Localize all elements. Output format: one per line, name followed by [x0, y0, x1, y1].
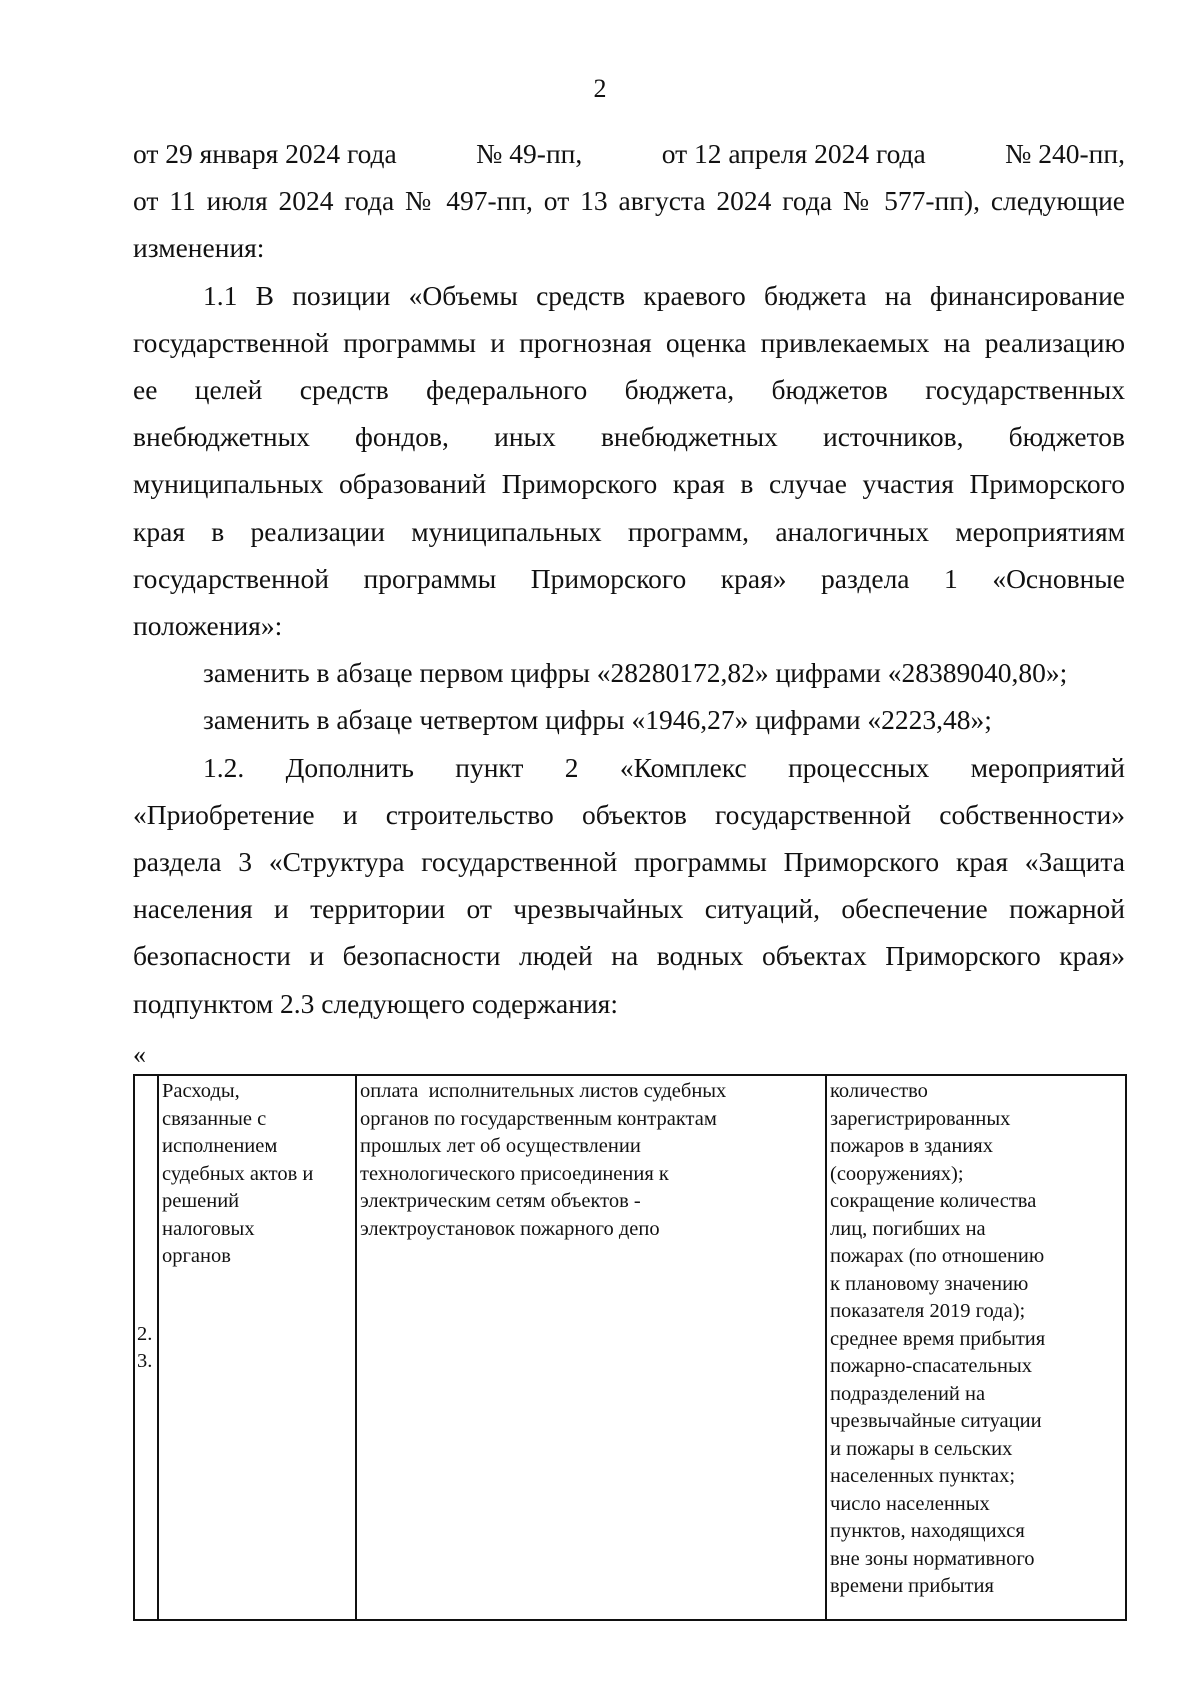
cell-line: подразделений на — [830, 1382, 986, 1405]
cell-line: времени прибытия — [830, 1575, 994, 1597]
decree-number-2: № 240-пп, — [1005, 138, 1125, 169]
cell-line: пожарно-спасательных — [830, 1355, 1032, 1377]
cell-line: населенных пунктах; — [830, 1465, 1016, 1487]
paragraph-1-1-line: муниципальных образований Приморского края в случае участия Приморского — [133, 468, 1125, 500]
cell-line: электроустановок пожарного депо — [360, 1217, 660, 1240]
paragraph-1-1-line: положения»: — [133, 610, 283, 642]
cell-line: технологического присоединения к — [360, 1162, 669, 1185]
indicators-cell — [826, 1075, 1126, 1620]
cell-line: прошлых лет об осуществлении — [360, 1135, 641, 1157]
description-cell — [356, 1075, 826, 1620]
row-number-cell — [134, 1075, 158, 1620]
paragraph-1-1-line: государственной программы Приморского края» раздела 1 «Основные — [133, 562, 1125, 594]
text-line: изменения: — [133, 232, 265, 264]
paragraph-1-2-line: безопасности и безопасности людей на водных объектах Приморского края» — [133, 940, 1125, 972]
cell-line: среднее время прибытия — [830, 1327, 1046, 1350]
replacement-line-1: заменить в абзаце первом цифры «28280172,82» цифрами «28389040,80»; — [203, 657, 1068, 689]
cell-line: и пожары в сельских — [830, 1437, 1013, 1460]
cell-line: органов по государственным контрактам — [360, 1107, 717, 1130]
replacement-line-2: заменить в абзаце четвертом цифры «1946,27» цифрами «2223,48»; — [203, 704, 992, 736]
paragraph-1-2-line: населения и территории от чрезвычайных ситуаций, обеспечение пожарной — [133, 893, 1125, 925]
cell-line: связанные с — [162, 1107, 267, 1130]
cell-line: электрическим сетям объектов - — [360, 1190, 641, 1212]
cell-line: (сооружениях); — [830, 1162, 964, 1185]
cell-line: решений — [162, 1190, 240, 1212]
opening-quote: « — [133, 1040, 146, 1069]
cell-line: количество — [830, 1080, 928, 1102]
cell-line: зарегистрированных — [830, 1107, 1011, 1130]
paragraph-1-1-line: 1.1 В позиции «Объемы средств краевого бюджета на финансирование — [203, 279, 1125, 311]
cell-line: Расходы, — [162, 1080, 240, 1102]
row-number-part: 2. — [137, 1322, 153, 1345]
cell-line: налоговых — [162, 1217, 255, 1240]
cell-line: органов — [162, 1245, 231, 1267]
cell-line: число населенных — [830, 1492, 990, 1515]
cell-line: сокращение количества — [830, 1190, 1037, 1212]
cell-line: к плановому значению — [830, 1272, 1029, 1295]
table-row — [134, 1075, 1126, 1620]
paragraph-1-1-line: внебюджетных фондов, иных внебюджетных источников, бюджетов — [133, 421, 1125, 453]
paragraph-1-1-line: государственной программы и прогнозная оценка привлекаемых на реализацию — [133, 326, 1125, 358]
page-number: 2 — [593, 74, 607, 103]
decree-date-2: от 12 апреля 2024 года — [661, 138, 926, 169]
decree-dates-line — [133, 130, 1125, 177]
name-cell — [158, 1075, 356, 1620]
cell-line: пожарах (по отношению — [830, 1245, 1045, 1267]
paragraph-1-2-line: «Приобретение и строительство объектов государственной собственности» — [133, 798, 1125, 830]
paragraph-1-1-line: края в реализации муниципальных программ, аналогичных мероприятиям — [133, 515, 1125, 547]
cell-line: оплата исполнительных листов судебных — [360, 1080, 727, 1102]
program-table — [133, 1074, 1127, 1621]
paragraph-1-2-line: 1.2. Дополнить пункт 2 «Комплекс процессных мероприятий — [203, 751, 1125, 783]
document-body — [133, 130, 1125, 1027]
cell-line: пунктов, находящихся — [830, 1520, 1025, 1542]
paragraph-1-2-line: раздела 3 «Структура государственной программы Приморского края «Защита — [133, 846, 1125, 878]
decree-number-1: № 49-пп, — [476, 138, 583, 169]
decree-date-1: от 29 января 2024 года — [133, 138, 397, 169]
paragraph-1-2-line: подпунктом 2.3 следующего содержания: — [133, 987, 618, 1019]
cell-line: судебных актов и — [162, 1162, 314, 1185]
cell-line: исполнением — [162, 1135, 278, 1157]
paragraph-1-1-line: ее целей средств федерального бюджета, бюджетов государственных — [133, 374, 1125, 406]
cell-line: лиц, погибших на — [830, 1217, 986, 1240]
cell-line: показателя 2019 года); — [830, 1300, 1026, 1322]
cell-line: пожаров в зданиях — [830, 1135, 993, 1157]
text-line: от 11 июля 2024 года № 497-пп, от 13 августа 2024 года № 577-пп), следующие — [133, 185, 1125, 217]
row-number-part: 3. — [137, 1349, 153, 1372]
cell-line: чрезвычайные ситуации — [830, 1410, 1042, 1432]
cell-line: вне зоны нормативного — [830, 1547, 1035, 1570]
